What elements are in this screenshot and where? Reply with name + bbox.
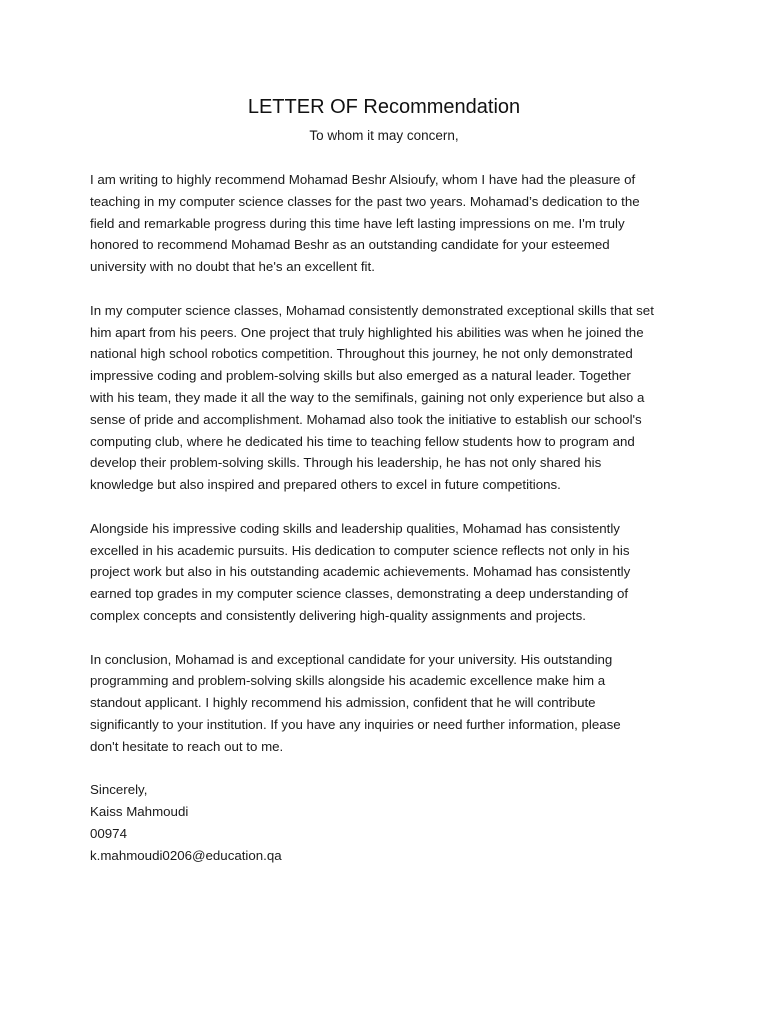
paragraph-line: teaching in my computer science classes for the past two years. Mohamad’s dedication to the: [90, 193, 640, 209]
paragraph-line: impressive coding and problem-solving skills but also emerged as a natural leader. Together: [90, 368, 631, 384]
paragraph-line: him apart from his peers. One project that truly highlighted his abilities was when he joined the: [90, 324, 644, 340]
paragraph-line: field and remarkable progress during this time have left lasting impressions on me. I'm truly: [90, 215, 625, 231]
paragraph-line: computing club, where he dedicated his time to teaching fellow students how to program and: [90, 433, 635, 449]
letter-title: LETTER OF Recommendation: [247, 96, 521, 118]
paragraph-3: [90, 518, 680, 627]
paragraph-line: earned top grades in my computer science classes, demonstrating a deep understanding of: [90, 586, 629, 602]
signature-block: [90, 779, 680, 866]
paragraph-line: I am writing to highly recommend Mohamad Beshr Alsioufy, whom I have had the pleasure of: [90, 172, 636, 187]
signer-name: Kaiss Mahmoudi: [90, 804, 189, 820]
paragraph-line: honored to recommend Mohamad Beshr as an outstanding candidate for your esteemed: [90, 237, 610, 253]
paragraph-4: [90, 649, 680, 758]
paragraph-line: don't hesitate to reach out to me.: [90, 738, 284, 754]
paragraph-line: project work but also in his outstanding academic achievements. Mohamad has consistently: [90, 564, 631, 580]
paragraph-line: significantly to your institution. If you have any inquiries or need further information, please: [90, 716, 621, 732]
signer-email: k.mahmoudi0206@education.qa: [90, 847, 282, 863]
paragraph-line: Alongside his impressive coding skills and leadership qualities, Mohamad has consistently: [90, 520, 620, 536]
signer-phone: 00974: [90, 825, 127, 841]
paragraph-line: programming and problem-solving skills alongside his academic excellence make him a: [90, 673, 606, 689]
paragraph-line: develop their problem-solving skills. Through his leadership, he has not only shared his: [90, 455, 602, 471]
paragraph-line: In conclusion, Mohamad is and exceptional candidate for your university. His outstanding: [90, 651, 613, 667]
paragraph-line: standout applicant. I highly recommend his admission, confident that he will contribute: [90, 695, 596, 711]
paragraph-line: knowledge but also inspired and prepared others to excel in future competitions.: [90, 477, 561, 493]
paragraph-line: sense of pride and accomplishment. Mohamad also took the initiative to establish our school's: [90, 411, 642, 427]
paragraph-2: [90, 300, 680, 496]
paragraph-line: complex concepts and consistently delivering high-quality assignments and projects.: [90, 607, 586, 623]
closing: Sincerely,: [90, 782, 148, 798]
paragraph-line: university with no doubt that he's an excellent fit.: [90, 259, 375, 275]
salutation: To whom it may concern,: [309, 128, 459, 143]
paragraph-line: In my computer science classes, Mohamad consistently demonstrated exceptional skills that set: [90, 302, 654, 318]
paragraph-line: national high school robotics competition. Throughout this journey, he not only demonstrated: [90, 346, 633, 362]
letter-body: [90, 169, 680, 867]
paragraph-line: with his team, they made it all the way to the semifinals, gaining not only experience but also a: [90, 389, 645, 405]
paragraph-1: [90, 169, 680, 278]
paragraph-line: excelled in his academic pursuits. His dedication to computer science reflects not only in his: [90, 542, 630, 558]
